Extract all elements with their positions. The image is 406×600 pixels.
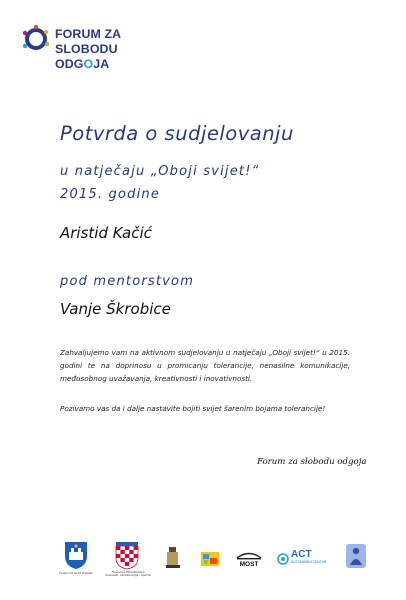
thank-you-paragraph: Zahvaljujemo vam na aktivnom sudjelovanju u natječaju „Oboji svijet!“ u 2015. godini te na doprinosu u promicanju tolerancije, nenasilne komunikacije, međusobnog uvažavanja, kreativnosti i inovativnosti. (60, 348, 350, 383)
sponsor-7-logo (346, 544, 366, 572)
tower-icon (165, 545, 181, 569)
grad-zagreb-logo (59, 540, 93, 575)
croatia-coat-of-arms-logo (105, 542, 151, 578)
grad-zagreb-caption: Financira Grad Zagreb (59, 571, 93, 575)
logo-line-3: ODGOJA (55, 57, 110, 71)
participant-name: Aristid Kačić (60, 224, 152, 242)
invitation-paragraph: Pozivamo vas da i dalje nastavite bojiti svijet šarenim bojama tolerancije! (60, 404, 326, 413)
certificate-title: Potvrda o sudjelovanju (60, 122, 294, 145)
certificate-subtitle-line-2: 2015. godine (60, 187, 161, 202)
logo-wordmark (55, 27, 121, 72)
most-logo (236, 549, 262, 573)
croatia-checkerboard-icon (115, 542, 139, 570)
mentor-name: Vanje Škrobice (60, 300, 171, 318)
act-swirl-icon (277, 553, 289, 565)
certificate-subtitle-line-1: u natječaju „Oboji svijet!“ (60, 164, 260, 179)
figure-icon (346, 544, 366, 568)
act-logo (277, 549, 327, 569)
zagreb-coat-of-arms-icon (63, 540, 89, 570)
act-subtitle: AUTONOMNI CENTAR (291, 560, 327, 564)
sponsor-4-logo (200, 549, 220, 573)
most-label: MOST (239, 561, 259, 568)
ministry-caption: Financira Ministarstvo znanosti, obrazovanja i sporta (105, 570, 151, 578)
act-label: ACT (291, 549, 312, 560)
sponsor-logos (0, 540, 406, 580)
colorful-badge-icon (200, 549, 220, 569)
organization-logo (21, 24, 141, 80)
signoff: Forum za slobodu odgoja (257, 457, 367, 467)
logo-line-1: FORUM ZA (55, 27, 122, 41)
forum-logo-icon (21, 24, 51, 54)
sponsor-3-logo (165, 545, 181, 573)
logo-line-2: SLOBODU (55, 42, 118, 56)
mentor-label: pod mentorstvom (60, 274, 195, 289)
